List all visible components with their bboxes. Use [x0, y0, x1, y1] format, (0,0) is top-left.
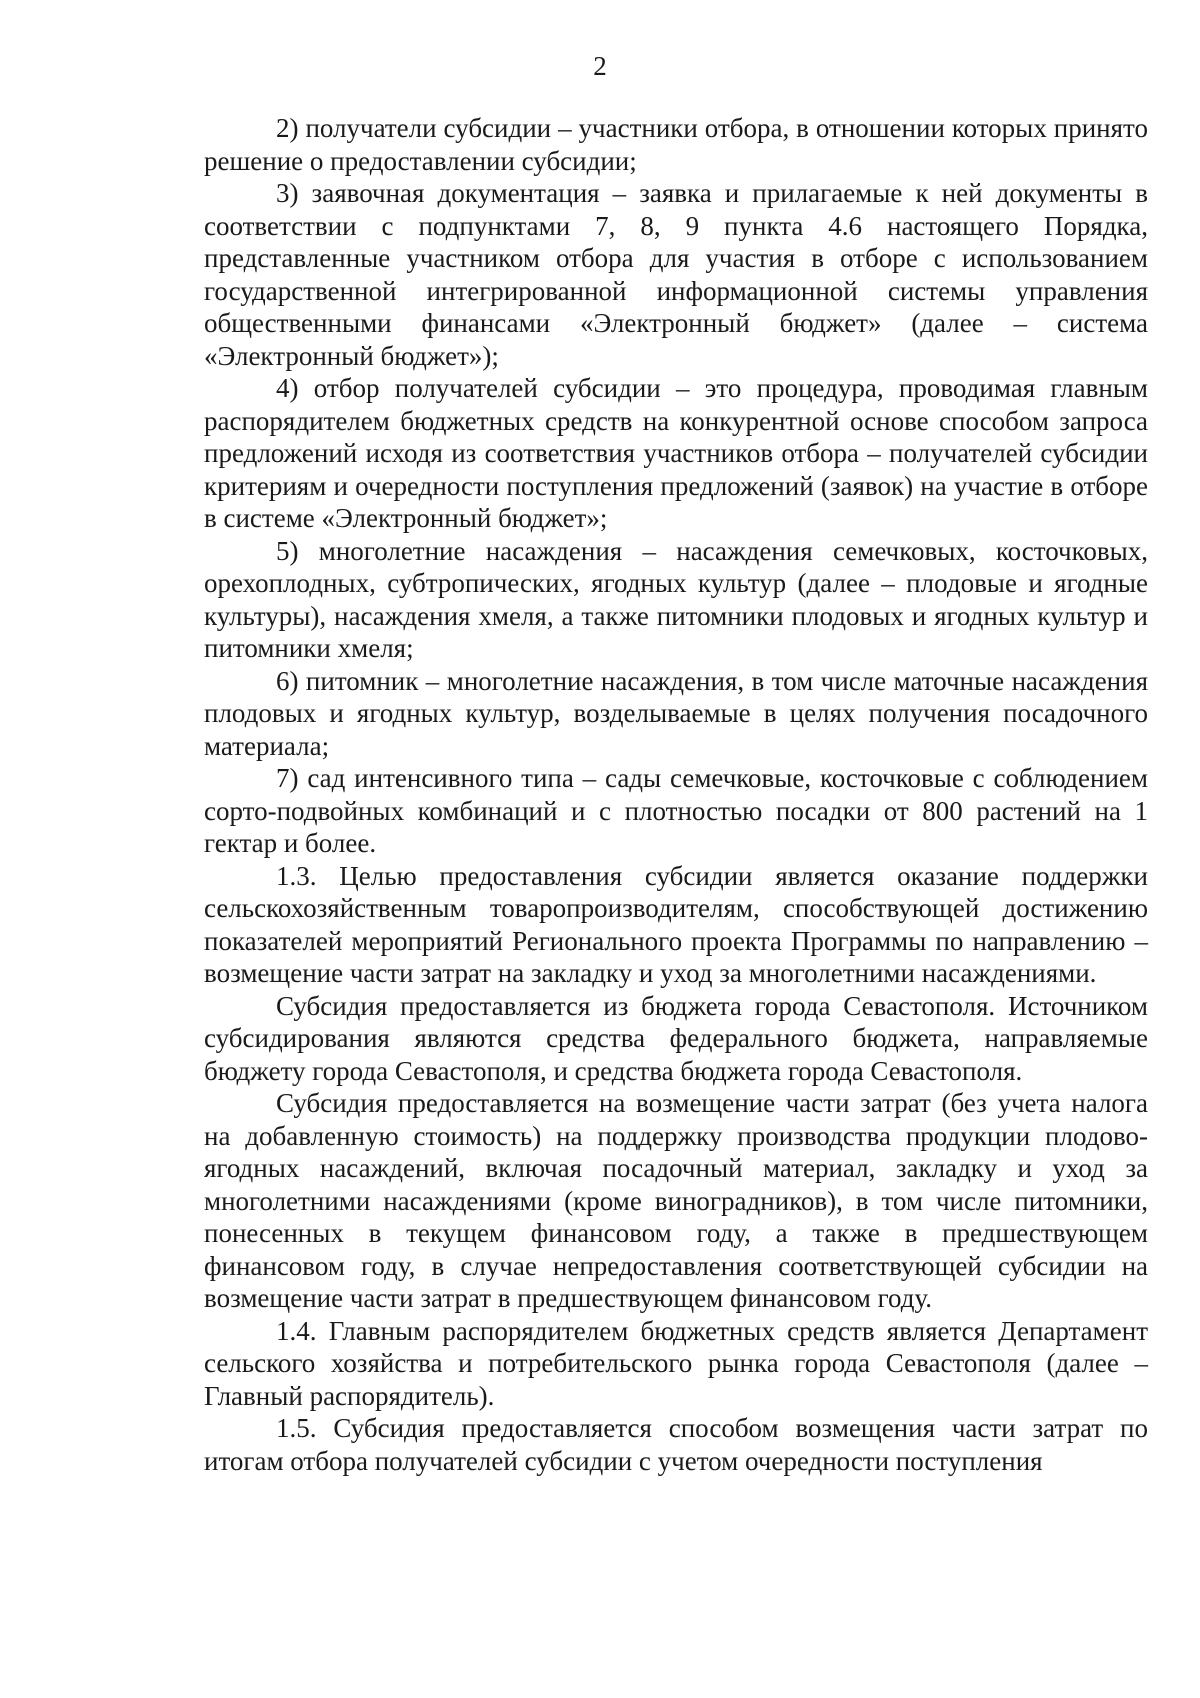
page-number: 2 [593, 51, 607, 81]
paragraph-item-2-recipients: 2) получатели субсидии – участники отбора, в отношении которых принято решение о предоставлении субсидии; [204, 113, 1148, 176]
paragraph-section-1-5-method: 1.5. Субсидия предоставляется способом возмещения части затрат по итогам отбора получателей субсидии с учетом очередности поступления [204, 1413, 1148, 1476]
paragraph-item-4-selection: 4) отбор получателей субсидии – это процедура, проводимая главным распорядителем бюджетных средств на конкурентной основе способом запроса предложений исходя из соответствия участников отбора – получателей субсидии критериям и очередности поступления предложений (заявок) на участие в отборе в системе «Электронный бюджет»; [204, 373, 1148, 533]
paragraph-item-3-application-docs: 3) заявочная документация – заявка и прилагаемые к ней документы в соответствии с подпунктами 7, 8, 9 пункта 4.6 настоящего Порядка, представленные участником отбора для участия в отборе с использованием государственной интегрированной информационной системы управления общественными финансами «Электронный бюджет» (далее – система «Электронный бюджет»); [204, 178, 1148, 371]
paragraph-item-5-perennial-plantings: 5) многолетние насаждения – насаждения семечковых, косточковых, орехоплодных, субтропических, ягодных культур (далее – плодовые и ягодные культуры), насаждения хмеля, а также питомники плодовых и ягодных культур и питомники хмеля; [204, 535, 1148, 663]
paragraph-section-1-3-goal: 1.3. Целью предоставления субсидии является оказание поддержки сельскохозяйственным товаропроизводителям, способствующей достижению показателей мероприятий Регионального проекта Программы по направлению – возмещение части затрат на закладку и уход за многолетними насаждениями. [204, 860, 1148, 988]
paragraph-section-1-4-administrator: 1.4. Главным распорядителем бюджетных средств является Департамент сельского хозяйства и потребительского рынка города Севастополя (далее – Главный распорядитель). [204, 1315, 1148, 1411]
paragraph-item-7-intensive-garden: 7) сад интенсивного типа – сады семечковые, косточковые с соблюдением сорто-подвойных комбинаций и с плотностью посадки от 800 растений на 1 гектар и более. [204, 763, 1148, 858]
paragraph-subsidy-source: Субсидия предоставляется из бюджета города Севастополя. Источником субсидирования являются средства федерального бюджета, направляемые бюджету города Севастополя, и средства бюджета города Севастополя. [204, 990, 1148, 1086]
paragraph-item-6-nursery: 6) питомник – многолетние насаждения, в том числе маточные насаждения плодовых и ягодных культур, возделываемые в целях получения посадочного материала; [204, 665, 1148, 761]
paragraph-subsidy-purpose: Субсидия предоставляется на возмещение части затрат (без учета налога на добавленную стоимость) на поддержку производства продукции плодово-ягодных насаждений, включая посадочный материал, закладку и уход за многолетними насаждениями (кроме виноградников), в том числе питомники, понесенных в текущем финансовом году, а также в предшествующем финансовом году, в случае непредоставления соответствующей субсидии на возмещение части затрат в предшествующем финансовом году. [204, 1088, 1148, 1313]
document-body [204, 112, 1148, 1477]
